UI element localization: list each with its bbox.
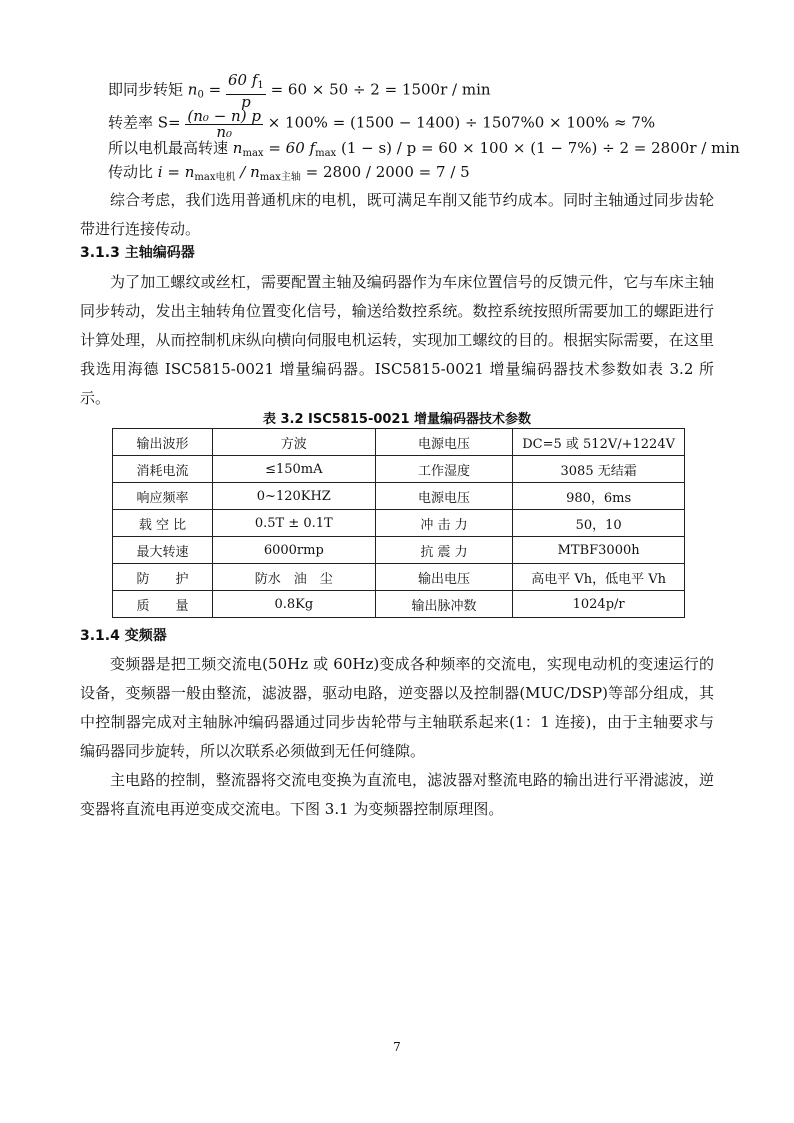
table-cell: 冲 击 力 <box>375 510 513 537</box>
eq3-label: 所以电机最高转速 <box>108 139 229 157</box>
section-heading-inverter: 3.1.4 变频器 <box>80 628 167 644</box>
eq4-n2: / n <box>240 163 260 181</box>
table-cell: 载 空 比 <box>113 510 213 537</box>
equation-max-speed <box>108 138 740 164</box>
eq4-n1: = n <box>167 163 195 181</box>
table-cell: 方波 <box>212 429 375 456</box>
equation-ratio <box>108 162 470 188</box>
section-heading-spindle-encoder: 3.1.3 主轴编码器 <box>80 245 195 261</box>
eq1-numerator-sub: 1 <box>257 80 264 91</box>
table-cell: 6000rmp <box>212 537 375 564</box>
table-caption: 表 3.2 ISC5815-0021 增量编码器技术参数 <box>262 412 532 427</box>
table-row <box>113 564 685 591</box>
table-row <box>113 429 685 456</box>
table-cell: 抗 震 力 <box>375 537 513 564</box>
eq4-rhs: = 2800 / 2000 = 7 / 5 <box>305 163 470 181</box>
table-row <box>113 483 685 510</box>
table-cell: 3085 无结霜 <box>513 456 685 483</box>
table-row <box>113 456 685 483</box>
table-cell: 响应频率 <box>113 483 213 510</box>
eq1-fraction: $\frac{60 f_1}{p}$ <box>227 71 264 111</box>
table-cell: 质 量 <box>113 591 213 618</box>
eq2-rhs: × 100% = (1500 − 1400) ÷ 1507%0 × 100% ≈ 7% <box>267 113 656 132</box>
eq2-fraction <box>185 108 263 139</box>
eq4-label: 传动比 <box>108 163 154 181</box>
eq4-n2-sub: max主轴 <box>259 172 301 183</box>
eq2-denominator: n₀ <box>216 123 232 141</box>
equation-slip <box>108 108 655 139</box>
eq3-mid-sub: max <box>315 148 337 159</box>
table-cell: 0.8Kg <box>212 591 375 618</box>
table-cell: ≤150mA <box>212 456 375 483</box>
equation-sync-speed: 即同步转矩 $n_0$ = $\frac{60 f_1}{p}$ = 60 × 50 ÷ 2 = 1500r / min <box>108 71 491 111</box>
encoder-spec-table <box>112 428 685 618</box>
eq4-n1-sub: max电机 <box>194 172 236 183</box>
table-cell: 高电平 Vh，低电平 Vh <box>513 564 685 591</box>
table-cell: 0.5T ± 0.1T <box>212 510 375 537</box>
eq1-rhs: = 60 × 50 ÷ 2 = 1500r / min <box>270 80 491 99</box>
table-cell: 50，10 <box>513 510 685 537</box>
table-cell: 输出脉冲数 <box>375 591 513 618</box>
table-cell: 输出电压 <box>375 564 513 591</box>
eq3-rhs: (1 − s) / p = 60 × 100 × (1 − 7%) ÷ 2 = 2800r / min <box>340 139 740 157</box>
paragraph-spindle-encoder: 为了加工螺纹或丝杠，需要配置主轴及编码器作为车床位置信号的反馈元件，它与车床主轴同步转动，发出主轴转角位置变化信号，输送给数控系统。数控系统按照所需要加工的螺距进行计算处理，从而控制机床纵向横向伺服电机运转，实现加工螺纹的目的。根据实际需要，在这里我选用海德 ISC5815-0021 增量编码器。ISC5815-0021 增量编码器技术参数如表 3.2 所示。 <box>80 273 714 407</box>
table-cell: 980，6ms <box>513 483 685 510</box>
table-cell: 1024p/r <box>513 591 685 618</box>
table-cell: 消耗电流 <box>113 456 213 483</box>
table-row <box>113 591 685 618</box>
table-cell: 最大转速 <box>113 537 213 564</box>
eq1-lhs: n <box>187 80 198 99</box>
eq3-mid: = 60 f <box>268 139 316 157</box>
eq4-i: i <box>157 163 163 181</box>
table-cell: 输出波形 <box>113 429 213 456</box>
paragraph-main-circuit: 主电路的控制，整流器将交流电变换为直流电，滤波器对整流电路的输出进行平滑滤波，逆变器将直流电再逆变成交流电。下图 3.1 为变频器控制原理图。 <box>80 771 714 818</box>
eq1-lhs-sub: 0 <box>197 89 204 101</box>
eq3-lhs-sub: max <box>242 148 264 159</box>
table-cell: 0~120KHZ <box>212 483 375 510</box>
table-cell: DC=5 或 512V/+1224V <box>513 429 685 456</box>
eq1-label: 即同步转矩 <box>108 80 184 99</box>
paragraph-inverter: 变频器是把工频交流电(50Hz 或 60Hz)变成各种频率的交流电，实现电动机的变速运行的设备，变频器一般由整流，滤波器，驱动电路，逆变器以及控制器(MUC/DSP)等部分组成，其中控制器完成对主轴脉冲编码器通过同步齿轮带与主轴联系起来(1：1 连接)，由于主轴要求与编码器同步旋转，所以次联系必须做到无任何缝隙。 <box>80 655 714 760</box>
page-number: 7 <box>393 1040 401 1054</box>
table-cell: 电源电压 <box>375 429 513 456</box>
paragraph-motor-choice: 综合考虑，我们选用普通机床的电机，既可满足车削又能节约成本。同时主轴通过同步齿轮带进行连接传动。 <box>80 191 714 238</box>
eq3-lhs: n <box>232 139 243 157</box>
table-cell: 工作湿度 <box>375 456 513 483</box>
eq2-numerator: (n₀ − n) p <box>187 107 261 125</box>
eq2-label: 转差率 S= <box>108 113 181 132</box>
table-cell: 防 护 <box>113 564 213 591</box>
table-cell: MTBF3000h <box>513 537 685 564</box>
table-row <box>113 537 685 564</box>
eq1-numerator: 60 f <box>227 71 258 89</box>
table-row <box>113 510 685 537</box>
table-cell: 电源电压 <box>375 483 513 510</box>
table-cell: 防水 油 尘 <box>212 564 375 591</box>
